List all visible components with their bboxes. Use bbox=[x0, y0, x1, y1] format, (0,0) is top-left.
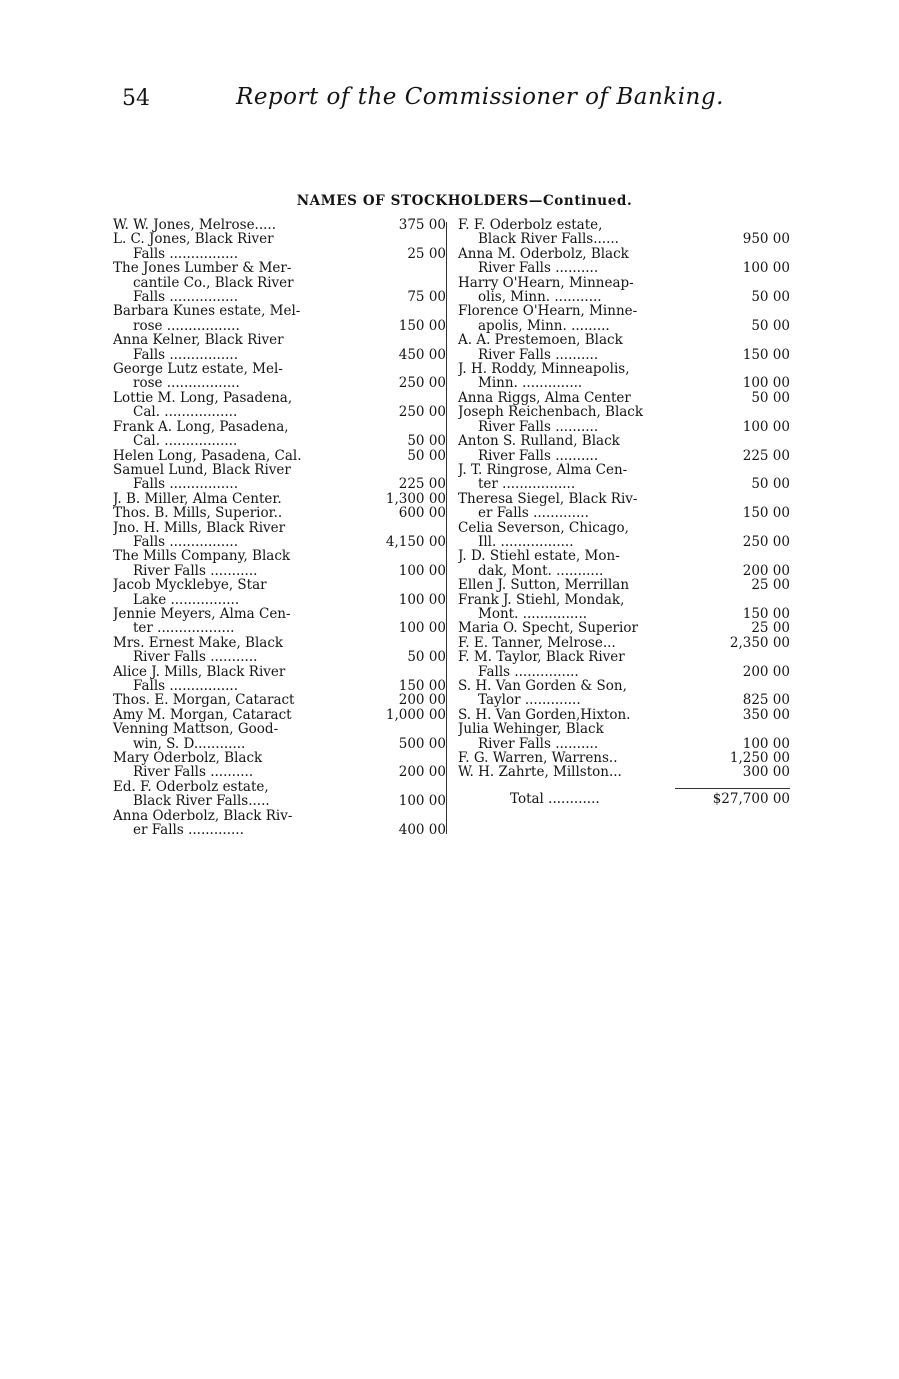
stockholder-amount: 2,350 00 bbox=[729, 634, 790, 651]
stockholder-name-line: The Jones Lumber & Mer- bbox=[113, 261, 292, 276]
stockholder-name-line: ter .................. bbox=[133, 621, 235, 636]
stockholder-entry bbox=[113, 449, 446, 463]
stockholder-name bbox=[458, 362, 675, 391]
stockholder-name bbox=[113, 578, 364, 607]
stockholder-name bbox=[113, 751, 364, 780]
stockholder-name-line: Lake ................ bbox=[133, 592, 240, 607]
stockholder-name bbox=[458, 549, 675, 578]
stockholder-name-line: Anna Riggs, Alma Center bbox=[458, 390, 631, 406]
stockholder-name-line: Mont. ............... bbox=[478, 606, 588, 622]
stockholder-entry bbox=[458, 578, 790, 592]
stockholder-name-line: Alice J. Mills, Black River bbox=[113, 664, 286, 679]
stockholder-name bbox=[458, 304, 675, 333]
stockholder-entry bbox=[113, 722, 446, 751]
stockholder-name-line: olis, Minn. ........... bbox=[478, 290, 602, 305]
stockholder-name-line: A. A. Prestemoen, Black bbox=[458, 333, 623, 348]
stockholder-name bbox=[458, 276, 675, 305]
stockholder-amount: 225 00 bbox=[398, 476, 446, 493]
stockholder-name-line: rose ................. bbox=[133, 376, 240, 391]
stockholder-name-line: Barbara Kunes estate, Mel- bbox=[113, 304, 301, 319]
stockholder-entry bbox=[458, 593, 790, 622]
stockholder-entry bbox=[113, 333, 446, 362]
stockholder-entry bbox=[458, 405, 790, 434]
stockholder-entry bbox=[458, 304, 790, 333]
stockholder-name bbox=[458, 636, 675, 650]
stockholder-name-line: dak, Mont. ........... bbox=[478, 563, 604, 579]
stockholder-name-line: Falls ................ bbox=[133, 477, 239, 492]
stockholder-entry bbox=[113, 492, 446, 506]
stockholder-name bbox=[113, 708, 364, 722]
stockholder-name-line: Cal. ................. bbox=[133, 434, 238, 449]
stockholder-amount: 50 00 bbox=[407, 433, 446, 450]
stockholder-name-line: S. H. Van Gorden,Hixton. bbox=[458, 707, 631, 723]
stockholder-name bbox=[113, 232, 364, 261]
stockholder-name-line: Lottie M. Long, Pasadena, bbox=[113, 390, 293, 406]
stockholder-name-line: win, S. D............ bbox=[133, 736, 246, 752]
stockholder-amount: 4,150 00 bbox=[385, 533, 446, 550]
stockholder-amount: 200 00 bbox=[742, 562, 790, 579]
stockholder-name-line: F. M. Taylor, Black River bbox=[458, 650, 625, 665]
stockholder-name-line: Minn. .............. bbox=[478, 376, 583, 391]
stockholder-amount: 50 00 bbox=[751, 389, 790, 406]
stockholder-name bbox=[113, 492, 364, 506]
stockholder-name-line: W. W. Jones, Melrose..... bbox=[113, 218, 277, 233]
stockholder-amount: 100 00 bbox=[398, 620, 446, 637]
stockholder-amount: 250 00 bbox=[398, 404, 446, 421]
stockholder-entry bbox=[113, 578, 446, 607]
stockholder-entry bbox=[458, 276, 790, 305]
stockholder-name-line: Anton S. Rulland, Black bbox=[458, 434, 620, 449]
stockholder-amount: 500 00 bbox=[398, 735, 446, 752]
stockholder-entry bbox=[458, 708, 790, 722]
stockholder-name bbox=[458, 463, 675, 492]
stockholder-name-line: Frank J. Stiehl, Mondak, bbox=[458, 592, 625, 607]
stockholder-amount: 75 00 bbox=[407, 289, 446, 306]
stockholder-name-line: Falls ................ bbox=[133, 290, 239, 305]
stockholder-entry bbox=[113, 304, 446, 333]
stockholder-name-line: Joseph Reichenbach, Black bbox=[458, 405, 644, 420]
stockholder-name-line: F. G. Warren, Warrens.. bbox=[458, 751, 618, 766]
stockholder-name bbox=[113, 665, 364, 694]
stockholder-name bbox=[458, 333, 675, 362]
page-number: 54 bbox=[122, 86, 150, 111]
stockholder-name-line: Ed. F. Oderbolz estate, bbox=[113, 779, 269, 795]
stockholder-amount: 250 00 bbox=[398, 375, 446, 392]
stockholder-name bbox=[458, 405, 675, 434]
stockholder-name bbox=[458, 218, 675, 247]
stockholder-name bbox=[458, 722, 675, 751]
stockholder-name-line: cantile Co., Black River bbox=[133, 275, 294, 291]
stockholder-name-line: Theresa Siegel, Black Riv- bbox=[458, 491, 638, 507]
stockholder-entry bbox=[113, 636, 446, 665]
stockholder-name-line: River Falls .......... bbox=[133, 765, 254, 780]
stockholder-amount: 100 00 bbox=[398, 591, 446, 608]
stockholder-amount: 250 00 bbox=[742, 533, 790, 550]
stockholder-amount: 1,300 00 bbox=[385, 490, 446, 507]
stockholder-entry bbox=[113, 521, 446, 550]
stockholder-name-line: er Falls ............. bbox=[133, 823, 244, 838]
stockholder-name-line: Jacob Mycklebyе, Star bbox=[113, 578, 267, 593]
stockholder-amount: 50 00 bbox=[751, 317, 790, 334]
stockholder-name-line: Jno. H. Mills, Black River bbox=[113, 520, 286, 535]
stockholder-entry bbox=[458, 549, 790, 578]
stockholder-name-line: River Falls .......... bbox=[478, 261, 599, 276]
stockholder-entry bbox=[458, 765, 790, 779]
stockholder-name-line: W. H. Zahrte, Millston... bbox=[458, 765, 622, 780]
stockholder-name-line: J. D. Stiehl estate, Mon- bbox=[458, 549, 620, 564]
stockholder-amount: 50 00 bbox=[751, 476, 790, 493]
stockholder-entry bbox=[113, 391, 446, 420]
stockholder-name bbox=[113, 521, 364, 550]
stockholder-name-line: Black River Falls...... bbox=[478, 232, 619, 247]
stockholder-name bbox=[458, 492, 675, 521]
stockholder-entry bbox=[458, 751, 790, 765]
stockholder-name-line: River Falls ........... bbox=[133, 650, 258, 665]
stockholder-name-line: River Falls .......... bbox=[478, 419, 599, 435]
stockholder-name-line: Falls ................ bbox=[133, 347, 239, 363]
stockholder-name bbox=[113, 780, 364, 809]
stockholder-name bbox=[113, 304, 364, 333]
stockholder-amount: 1,250 00 bbox=[729, 750, 790, 767]
stockholder-name bbox=[113, 549, 364, 578]
stockholder-name bbox=[113, 636, 364, 665]
stockholder-name-line: Julia Wehinger, Black bbox=[458, 722, 604, 737]
stockholder-entry bbox=[113, 693, 446, 707]
stockholder-name bbox=[113, 261, 364, 304]
stockholder-name-line: Amy M. Morgan, Cataract bbox=[113, 707, 292, 723]
stockholder-entry bbox=[458, 521, 790, 550]
stockholder-entry bbox=[458, 492, 790, 521]
stockholder-entry bbox=[458, 333, 790, 362]
stockholder-entry bbox=[458, 247, 790, 276]
running-title: Report of the Commissioner of Banking. bbox=[236, 84, 724, 110]
stockholder-entry bbox=[458, 722, 790, 751]
stockholder-name-line: River Falls .......... bbox=[478, 736, 599, 752]
stockholder-amount: 450 00 bbox=[398, 346, 446, 363]
stockholder-amount: 300 00 bbox=[742, 764, 790, 781]
stockholder-amount: 825 00 bbox=[742, 692, 790, 709]
stockholder-entry bbox=[113, 780, 446, 809]
stockholder-amount: 50 00 bbox=[407, 649, 446, 666]
stockholder-entry bbox=[458, 679, 790, 708]
stockholder-name bbox=[458, 521, 675, 550]
stockholder-amount: 1,000 00 bbox=[385, 706, 446, 723]
stockholder-name bbox=[113, 809, 364, 838]
stockholder-entry bbox=[113, 362, 446, 391]
stockholder-name-line: apolis, Minn. ......... bbox=[478, 318, 610, 334]
stockholder-amount: 600 00 bbox=[398, 505, 446, 522]
stockholder-amount: 200 00 bbox=[742, 663, 790, 680]
stockholder-name bbox=[113, 449, 364, 463]
stockholder-name bbox=[113, 391, 364, 420]
stockholder-name-line: Jennie Meyers, Alma Cen- bbox=[113, 606, 291, 622]
stockholder-name bbox=[458, 593, 675, 622]
stockholder-entry bbox=[458, 218, 790, 247]
stockholder-name-line: Cal. ................. bbox=[133, 405, 238, 420]
stockholder-entry bbox=[113, 607, 446, 636]
stockholder-name-line: Frank A. Long, Pasadena, bbox=[113, 419, 289, 435]
stockholder-name-line: Falls ................ bbox=[133, 679, 239, 694]
stockholder-entry bbox=[458, 463, 790, 492]
stockholder-name-line: Samuel Lund, Black River bbox=[113, 462, 291, 478]
stockholder-name-line: Falls ................ bbox=[133, 246, 239, 262]
stockholder-name-line: River Falls ........... bbox=[133, 563, 258, 579]
stockholder-entry bbox=[113, 261, 446, 304]
stockholder-entry bbox=[113, 506, 446, 520]
stockholder-entry bbox=[458, 636, 790, 650]
stockholder-amount: 150 00 bbox=[398, 678, 446, 694]
stockholder-name-line: ter ................. bbox=[478, 477, 576, 492]
stockholder-name-line: Falls ................ bbox=[133, 534, 239, 550]
stockholder-entry bbox=[458, 621, 790, 635]
stockholder-amount: 150 00 bbox=[742, 605, 790, 622]
stockholder-entry bbox=[113, 420, 446, 449]
stockholder-amount: 50 00 bbox=[407, 447, 446, 464]
stockholder-name bbox=[458, 650, 675, 679]
stockholders-left-column bbox=[113, 218, 446, 837]
stockholder-name-line: F. F. Oderbolz estate, bbox=[458, 218, 603, 233]
stockholder-name-line: rose ................. bbox=[133, 318, 240, 334]
stockholder-name-line: Taylor ............. bbox=[478, 693, 581, 708]
stockholder-entry bbox=[113, 218, 446, 232]
stockholder-name-line: Maria O. Specht, Superior bbox=[458, 621, 638, 636]
stockholder-name-line: Celia Severson, Chicago, bbox=[458, 520, 629, 535]
stockholder-amount: 200 00 bbox=[398, 692, 446, 709]
stockholder-entry bbox=[113, 751, 446, 780]
total-label: Total ............ bbox=[510, 790, 600, 807]
stockholder-entry bbox=[113, 809, 446, 838]
stockholder-name-line: Mary Oderbolz, Black bbox=[113, 751, 263, 766]
stockholder-name bbox=[458, 391, 675, 405]
total-amount: $27,700 00 bbox=[675, 788, 790, 806]
stockholder-name bbox=[113, 420, 364, 449]
stockholder-name bbox=[458, 765, 675, 779]
stockholder-name-line: Harry O'Hearn, Minneap- bbox=[458, 275, 634, 291]
section-title: NAMES OF STOCKHOLDERS—Continued. bbox=[296, 193, 633, 209]
stockholder-name-line: Helen Long, Pasadena, Cal. bbox=[113, 448, 302, 463]
stockholder-amount: 375 00 bbox=[398, 217, 446, 233]
stockholder-name-line: Venning Mattson, Good- bbox=[113, 722, 279, 737]
stockholder-name-line: Thos. B. Mills, Superior.. bbox=[113, 506, 283, 521]
stockholder-name-line: Anna Kelner, Black River bbox=[113, 333, 284, 348]
stockholder-entry bbox=[113, 463, 446, 492]
stockholder-name bbox=[113, 607, 364, 636]
stockholder-name-line: Anna M. Oderbolz, Black bbox=[458, 246, 629, 262]
stockholder-name bbox=[113, 463, 364, 492]
stockholder-name bbox=[113, 218, 364, 232]
stockholder-amount: 150 00 bbox=[398, 317, 446, 334]
stockholder-amount: 350 00 bbox=[742, 706, 790, 723]
stockholder-amount: 100 00 bbox=[742, 375, 790, 392]
stockholder-name-line: Ellen J. Sutton, Merrillan bbox=[458, 578, 630, 593]
stockholder-name-line: River Falls .......... bbox=[478, 347, 599, 363]
stockholder-amount: 150 00 bbox=[742, 346, 790, 363]
stockholder-amount: 400 00 bbox=[398, 822, 446, 839]
stockholders-right-column bbox=[458, 218, 790, 806]
stockholder-name bbox=[458, 578, 675, 592]
stockholder-name bbox=[458, 751, 675, 765]
stockholder-amount: 950 00 bbox=[742, 231, 790, 248]
stockholder-name bbox=[458, 247, 675, 276]
stockholder-amount: 100 00 bbox=[742, 418, 790, 435]
stockholder-name-line: J. H. Roddy, Minneapolis, bbox=[458, 362, 630, 377]
stockholder-amount: 150 00 bbox=[742, 505, 790, 522]
stockholder-name bbox=[113, 722, 364, 751]
stockholder-name-line: Florence O'Hearn, Minne- bbox=[458, 304, 638, 319]
stockholder-name-line: L. C. Jones, Black River bbox=[113, 232, 274, 247]
stockholder-name-line: Anna Oderbolz, Black Riv- bbox=[113, 808, 293, 824]
stockholder-amount: 200 00 bbox=[398, 764, 446, 781]
stockholder-entry bbox=[113, 232, 446, 261]
stockholder-name-line: er Falls ............. bbox=[478, 506, 589, 521]
stockholder-name-line: River Falls .......... bbox=[478, 448, 599, 463]
stockholder-name-line: George Lutz estate, Mel- bbox=[113, 362, 283, 377]
stockholder-amount: 100 00 bbox=[398, 793, 446, 810]
stockholder-entry bbox=[113, 549, 446, 578]
total-row bbox=[458, 788, 790, 806]
stockholder-entry bbox=[458, 434, 790, 463]
stockholder-name bbox=[458, 708, 675, 722]
stockholder-name-line: Mrs. Ernest Make, Black bbox=[113, 635, 284, 651]
stockholder-entry bbox=[458, 650, 790, 679]
stockholder-name-line: Black River Falls..... bbox=[133, 794, 270, 809]
stockholder-entry bbox=[113, 708, 446, 722]
stockholder-name-line: S. H. Van Gorden & Son, bbox=[458, 679, 627, 694]
stockholder-name bbox=[113, 333, 364, 362]
stockholder-name-line: F. E. Tanner, Melrose... bbox=[458, 635, 616, 651]
stockholder-amount: 50 00 bbox=[751, 289, 790, 306]
stockholder-name-line: J. T. Ringrose, Alma Cen- bbox=[458, 462, 628, 478]
stockholder-name bbox=[113, 506, 364, 520]
stockholder-name bbox=[113, 693, 364, 707]
stockholder-amount: 25 00 bbox=[751, 577, 790, 594]
stockholder-name-line: Thos. E. Morgan, Cataract bbox=[113, 693, 295, 708]
stockholder-name-line: Falls ............... bbox=[478, 664, 579, 679]
stockholder-entry bbox=[458, 362, 790, 391]
stockholder-entry bbox=[113, 665, 446, 694]
stockholder-amount: 100 00 bbox=[742, 735, 790, 752]
stockholder-amount: 100 00 bbox=[398, 562, 446, 579]
stockholder-amount: 225 00 bbox=[742, 447, 790, 464]
stockholder-name bbox=[458, 679, 675, 708]
stockholder-name-line: Ill. ................. bbox=[478, 534, 574, 550]
stockholder-entry bbox=[458, 391, 790, 405]
stockholder-name-line: J. B. Miller, Alma Center. bbox=[113, 491, 282, 507]
column-divider bbox=[446, 222, 447, 834]
stockholder-name bbox=[458, 621, 675, 635]
stockholder-name-line: The Mills Company, Black bbox=[113, 549, 291, 564]
stockholder-amount: 25 00 bbox=[407, 245, 446, 262]
stockholder-amount: 25 00 bbox=[751, 620, 790, 637]
stockholder-name bbox=[113, 362, 364, 391]
stockholder-amount: 100 00 bbox=[742, 260, 790, 277]
stockholder-name bbox=[458, 434, 675, 463]
